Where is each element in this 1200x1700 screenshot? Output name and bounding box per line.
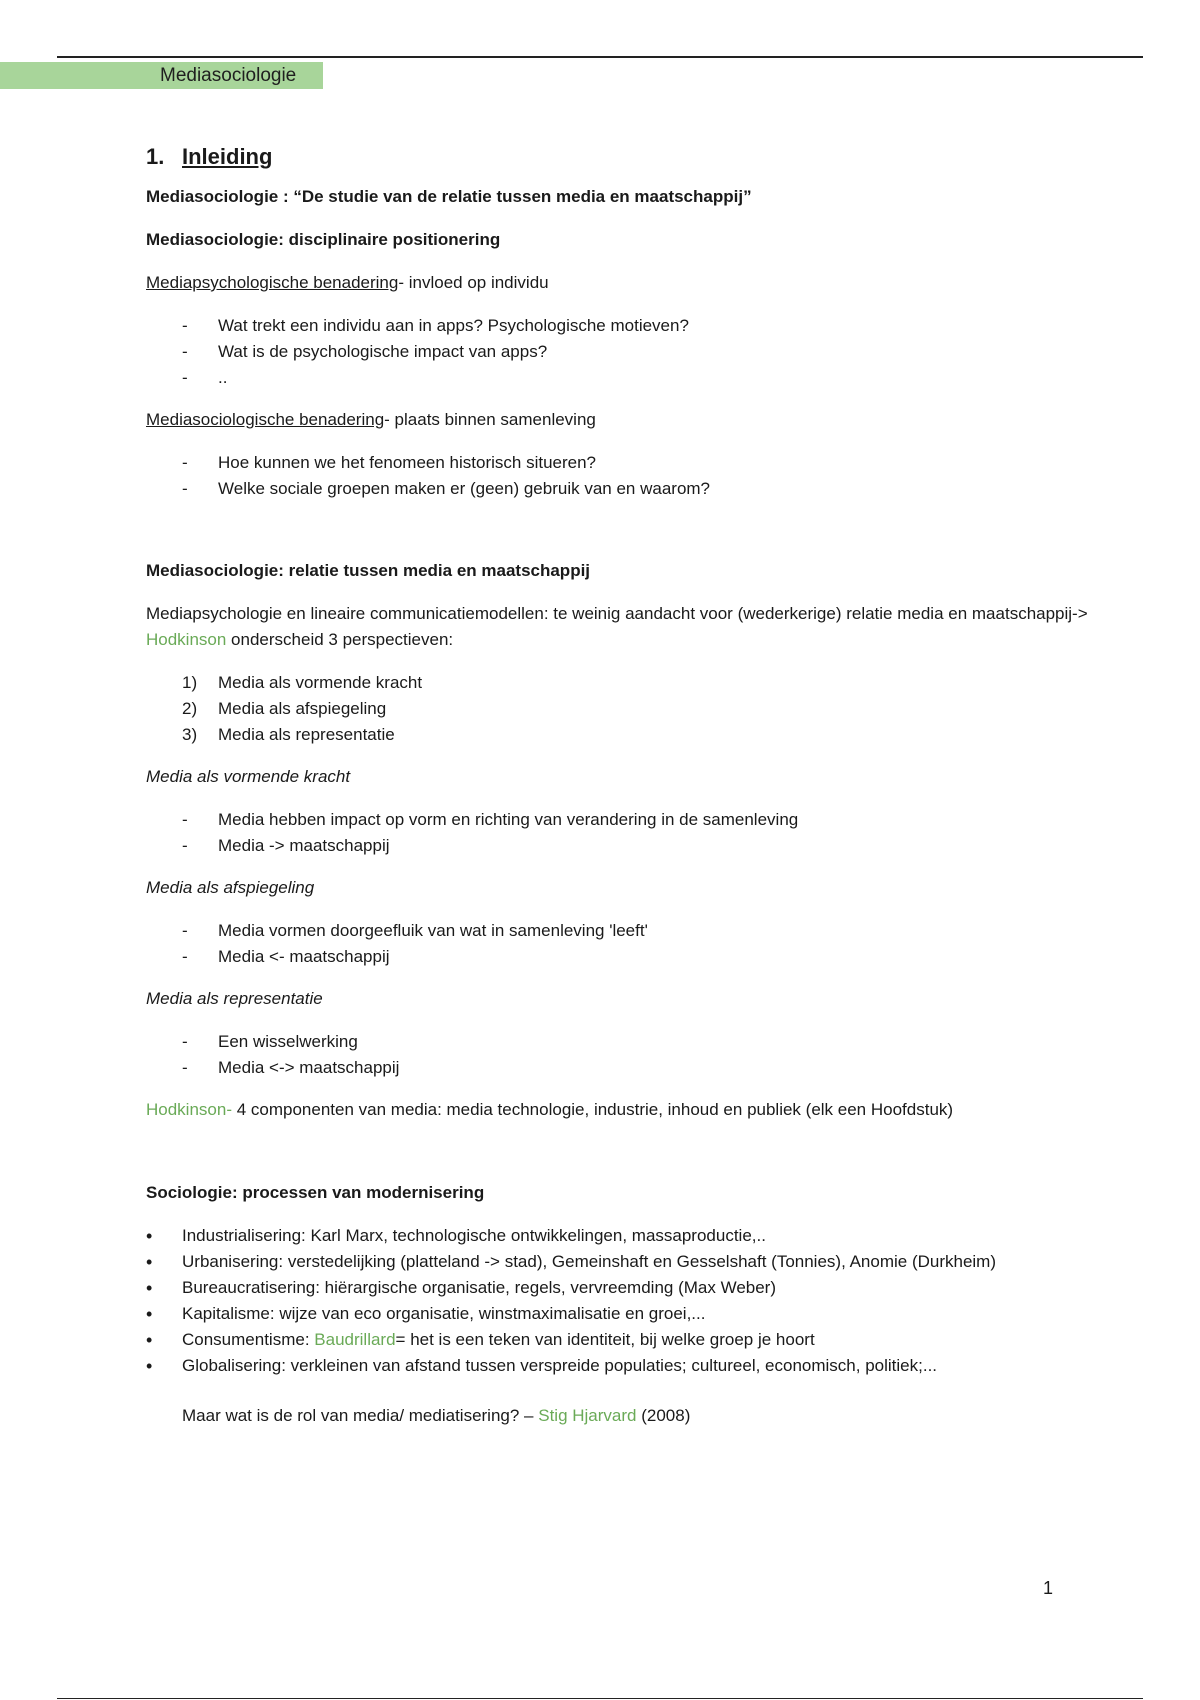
representatie-list: [146, 1029, 1106, 1081]
author-hjarvard: Stig Hjarvard: [538, 1406, 637, 1425]
list-marker: 2): [182, 699, 198, 718]
representatie-heading: Media als representatie: [146, 989, 323, 1008]
socio-approach: [146, 407, 1106, 433]
list-item: - Een wisselwerking: [146, 1029, 1106, 1055]
list-item: • Kapitalisme: wijze van eco organisatie, winstmaximalisatie en groei,...: [146, 1301, 1106, 1327]
relation-heading: Mediasociologie: relatie tussen media en maatschappij: [146, 561, 591, 580]
list-item-text: Consumentisme:: [182, 1330, 315, 1349]
document-body: [146, 144, 1106, 1446]
header-tab: Mediasociologie: [0, 62, 323, 89]
list-item: - ..: [146, 365, 1106, 391]
socio-approach-desc: - plaats binnen samenleving: [384, 410, 596, 429]
list-item: [146, 696, 1106, 722]
page-number: 1: [1043, 1578, 1054, 1598]
list-item-label: Media als afspiegeling: [218, 699, 387, 718]
list-item: - Media <- maatschappij: [146, 944, 1106, 970]
list-marker: 3): [182, 725, 198, 744]
psych-approach-desc: - invloed op individu: [398, 273, 549, 292]
modernisation-heading: Sociologie: processen van modernisering: [146, 1183, 485, 1202]
socio-approach-term: Mediasociologische benadering: [146, 410, 385, 429]
question-text: Maar wat is de rol van media/ mediatisering? –: [182, 1406, 539, 1425]
socio-list: [146, 450, 1106, 502]
definition: Mediasociologie : “De studie van de relatie tussen media en maatschappij”: [146, 187, 752, 206]
vormende-heading: Media als vormende kracht: [146, 767, 351, 786]
list-item: - Media vormen doorgeefluik van wat in samenleving 'leeft': [146, 918, 1106, 944]
list-item: • Globalisering: verkleinen van afstand tussen verspreide populaties; cultureel, economisch, politiek;...: [146, 1353, 1106, 1379]
list-item: - Welke sociale groepen maken er (geen) gebruik van en waarom?: [146, 476, 1106, 502]
chapter-title: Inleiding: [182, 144, 273, 169]
relation-paragraph: [146, 601, 1106, 653]
list-item: • Industrialisering: Karl Marx, technologische ontwikkelingen, massaproductie,..: [146, 1223, 1106, 1249]
afspiegeling-heading: Media als afspiegeling: [146, 878, 315, 897]
chapter-heading: [146, 144, 1106, 170]
list-item-label: Media als representatie: [218, 725, 395, 744]
author-hodkinson: Hodkinson: [146, 630, 227, 649]
footer-rule: [57, 1698, 1143, 1699]
positioning-heading: Mediasociologie: disciplinaire positionering: [146, 230, 501, 249]
list-item: [146, 670, 1106, 696]
header-rule: [57, 56, 1143, 58]
psych-approach: [146, 270, 1106, 296]
perspectives-list: [146, 670, 1106, 748]
list-item: • Bureaucratisering: hiërargische organisatie, regels, vervreemding (Max Weber): [146, 1275, 1106, 1301]
list-item: [146, 722, 1106, 748]
list-item-text: = het is een teken van identiteit, bij welke groep je hoort: [395, 1330, 815, 1349]
question-year: (2008): [636, 1406, 691, 1425]
chapter-number: 1.: [146, 144, 165, 169]
modernisation-list: [146, 1223, 1106, 1379]
psych-list: [146, 313, 1106, 391]
list-item: • Urbanisering: verstedelijking (platteland -> stad), Gemeinshaft en Gesselshaft (Tonnies), Anomie (Durkheim): [146, 1249, 1106, 1275]
mediatisation-question: [146, 1403, 1106, 1429]
list-item: - Media hebben impact op vorm en richting van verandering in de samenleving: [146, 807, 1106, 833]
list-item: - Media -> maatschappij: [146, 833, 1106, 859]
relation-paragraph-end: onderscheid 3 perspectieven:: [226, 630, 454, 649]
components-text: 4 componenten van media: media technologie, industrie, inhoud en publiek (elk een Hoofdstuk): [232, 1100, 954, 1119]
components-paragraph: [146, 1097, 1106, 1123]
list-item-label: Media als vormende kracht: [218, 673, 423, 692]
psych-approach-term: Mediapsychologische benadering: [146, 273, 399, 292]
list-item: - Hoe kunnen we het fenomeen historisch situeren?: [146, 450, 1106, 476]
afspiegeling-list: [146, 918, 1106, 970]
relation-paragraph-text: Mediapsychologie en lineaire communicatiemodellen: te weinig aandacht voor (wederkerige) relatie media en maatschappij->: [146, 604, 1088, 623]
author-baudrillard: Baudrillard: [314, 1330, 396, 1349]
author-hodkinson: Hodkinson-: [146, 1100, 232, 1119]
list-item: - Wat trekt een individu aan in apps? Psychologische motieven?: [146, 313, 1106, 339]
list-item: [146, 1327, 1106, 1353]
list-marker: 1): [182, 673, 198, 692]
list-item: - Media <-> maatschappij: [146, 1055, 1106, 1081]
vormende-list: [146, 807, 1106, 859]
list-item: - Wat is de psychologische impact van apps?: [146, 339, 1106, 365]
